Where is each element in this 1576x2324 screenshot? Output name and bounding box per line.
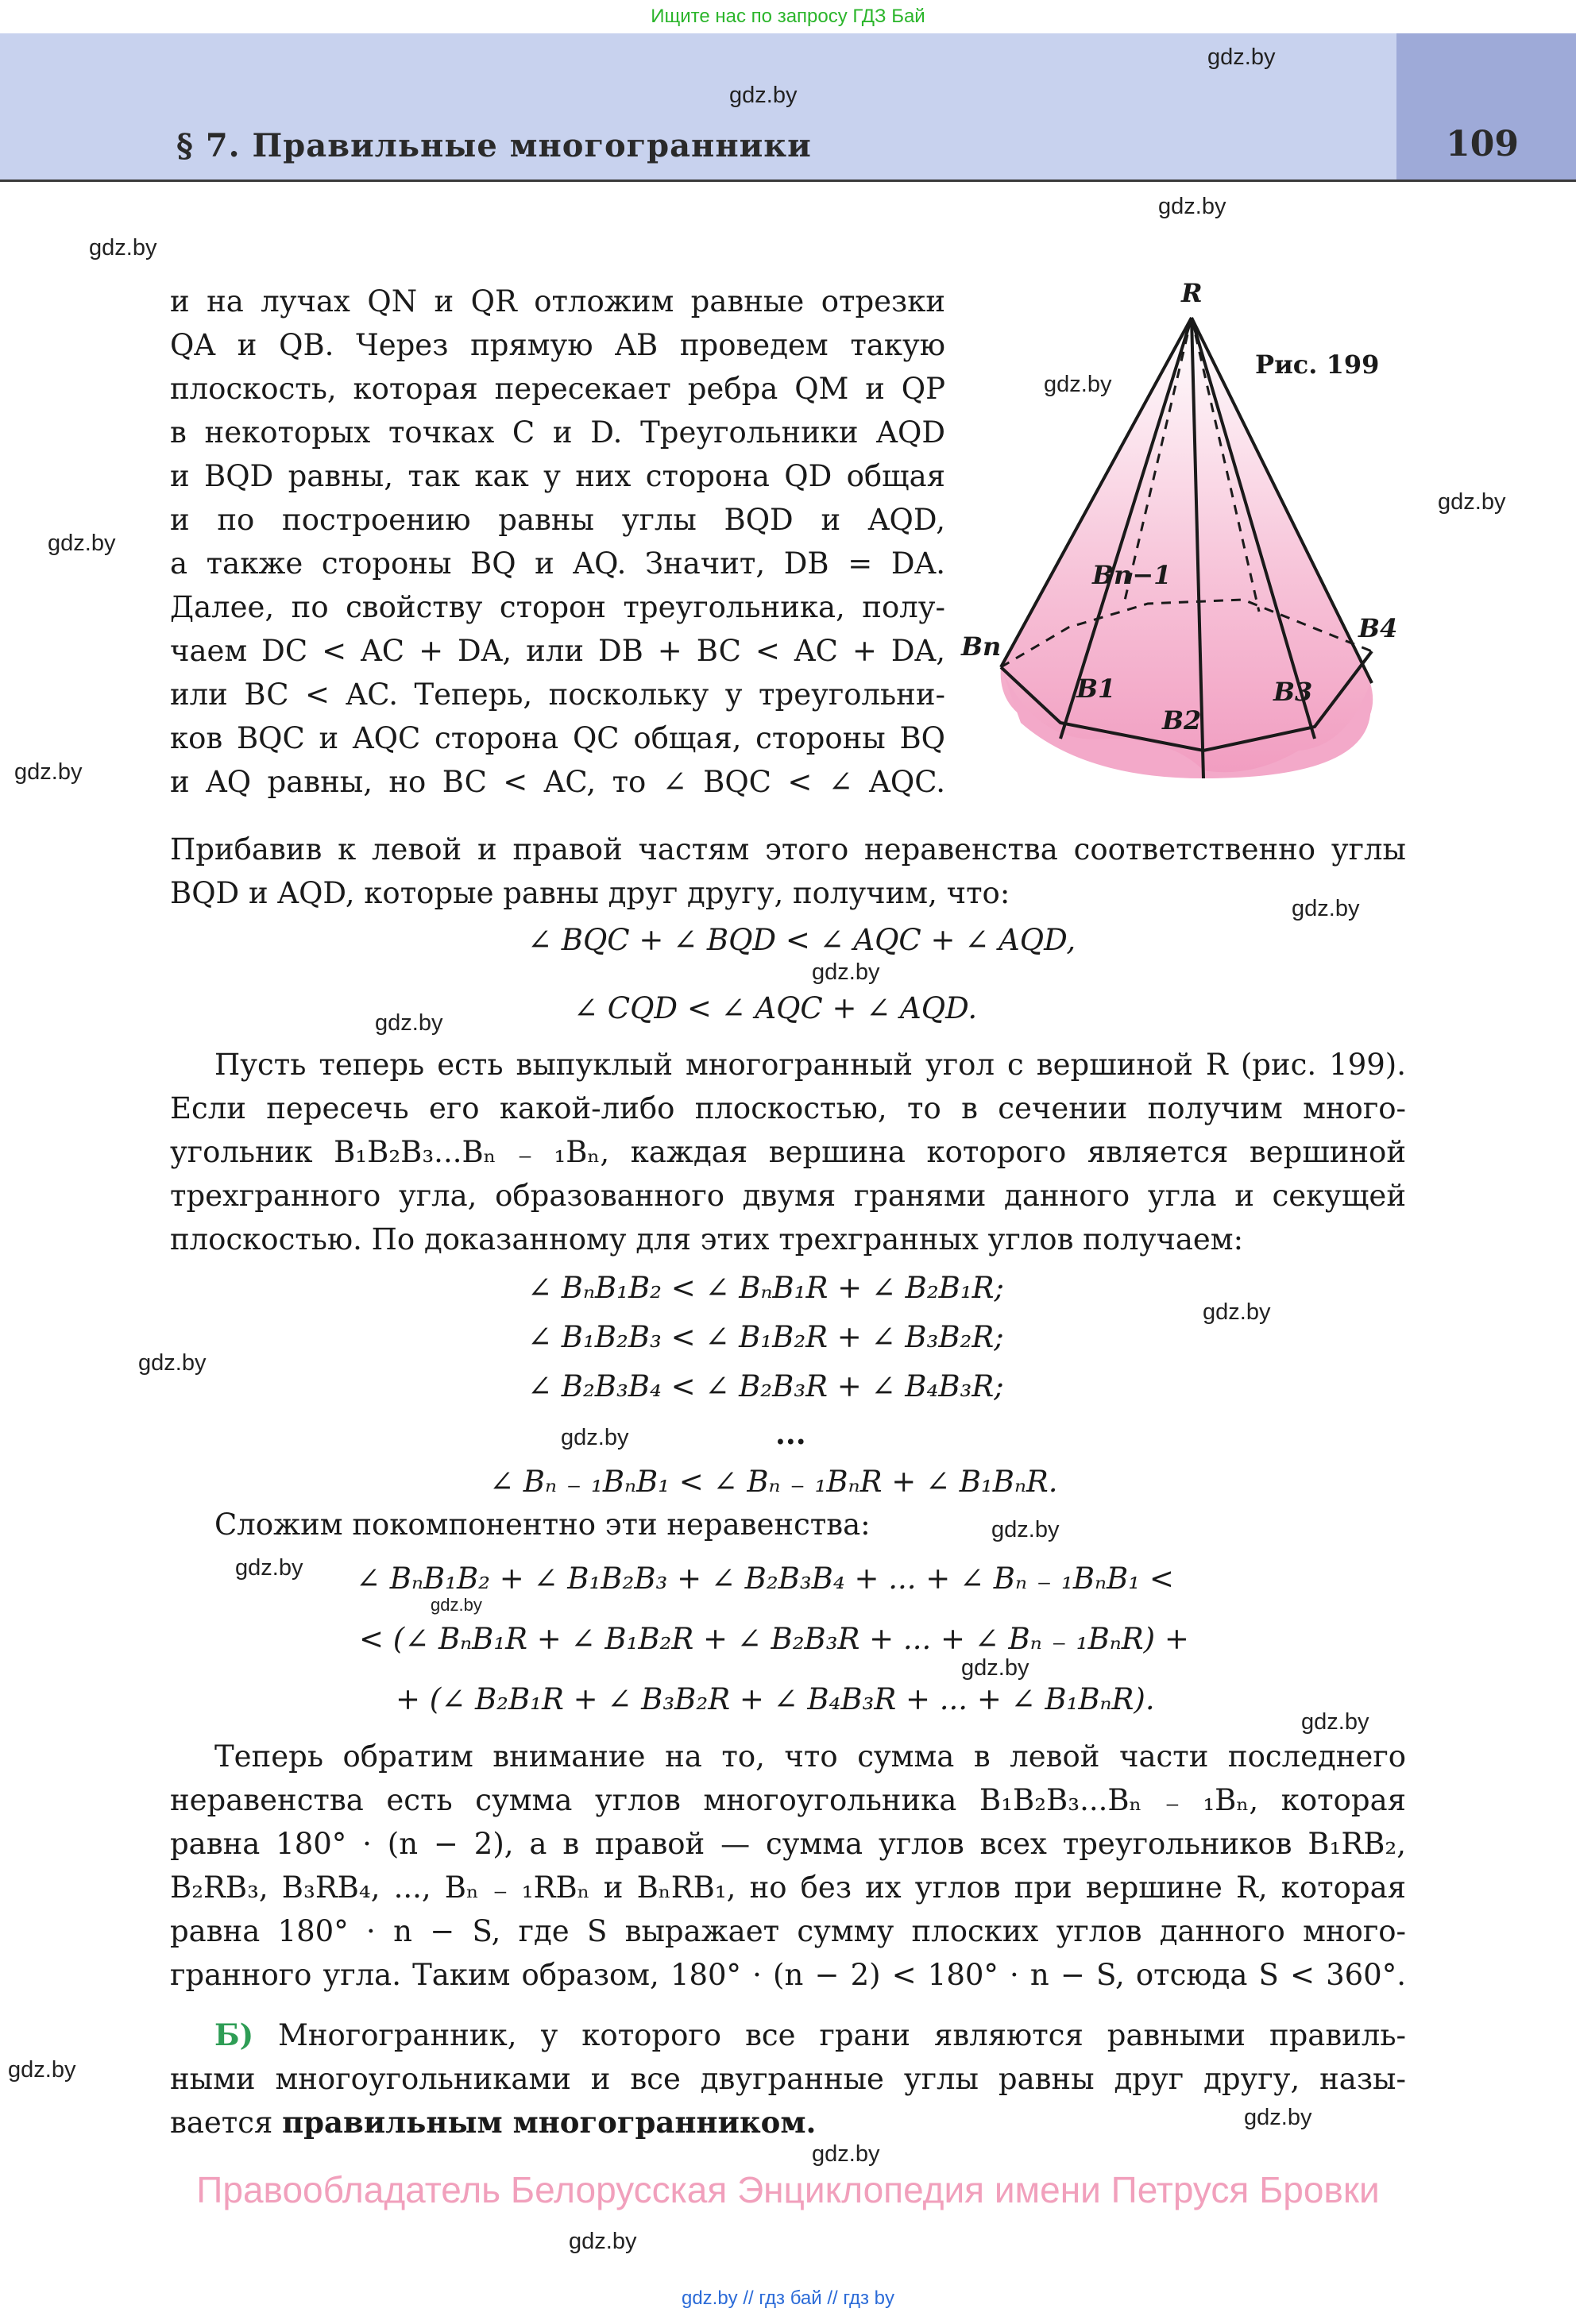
label-Bn1: Bn−1 xyxy=(1092,560,1172,590)
inequality-1: ∠ BₙB₁B₂ < ∠ BₙB₁R + ∠ B₂B₁R; xyxy=(527,1271,1005,1305)
watermark: gdz.by xyxy=(1207,44,1276,70)
text-line: Далее, по свойству сторон треугольника, полу- xyxy=(170,590,945,624)
watermark: gdz.by xyxy=(991,1517,1060,1542)
paragraph-3-line-6: гранного угла. Таким образом, 180° · (n − 2) < 180° · n − S, отсюда S < 360°. xyxy=(170,1958,1406,1992)
paragraph-2-line-1: Пусть теперь есть выпуклый многогранный угол с вершиной R (рис. 199). xyxy=(214,1048,1406,1082)
paragraph-4-line-3 xyxy=(170,2101,816,2144)
watermark: gdz.by xyxy=(1158,194,1226,219)
text-line: и по построению равны углы BQD и AQD, xyxy=(170,503,945,537)
sum-line-3: + (∠ B₂B₁R + ∠ B₃B₂R + ∠ B₄B₃R + ... + ∠ B₁BₙR). xyxy=(396,1682,1155,1716)
inequality-last: ∠ Bₙ ₋ ₁BₙB₁ < ∠ Bₙ ₋ ₁BₙR + ∠ B₁BₙR. xyxy=(489,1465,1058,1499)
watermark: gdz.by xyxy=(48,531,116,556)
paragraph-3-line-3: равна 180° · (n − 2), а в правой — сумма углов всех треугольников B₁RB₂, xyxy=(170,1827,1406,1861)
label-Bn: Bn xyxy=(961,631,1002,662)
paragraph-4-line-1: Многогранник, у которого все грани являются равными правиль- xyxy=(278,2018,1406,2052)
inequality-ellipsis: ... xyxy=(775,1416,806,1451)
narrow-text-block xyxy=(170,280,945,804)
watermark: gdz.by xyxy=(729,83,798,108)
figure-caption: Рис. 199 xyxy=(1255,349,1380,380)
paragraph-2-line-4: трехгранного угла, образованного двумя гранями данного угла и секущей xyxy=(170,1179,1406,1213)
paragraph-3-line-1: Теперь обратим внимание на то, что сумма в левой части последнего xyxy=(214,1739,1406,1774)
watermark: gdz.by xyxy=(569,2229,637,2254)
watermark: gdz.by xyxy=(1438,489,1506,515)
watermark: gdz.by xyxy=(89,235,157,261)
watermark: gdz.by xyxy=(1044,372,1112,397)
label-B1: B1 xyxy=(1076,674,1116,704)
sum-intro: Сложим покомпонентно эти неравенства: xyxy=(214,1508,871,1542)
paragraph-2-line-5: плоскостью. По доказанному для этих трехгранных углов получаем: xyxy=(170,1222,1244,1257)
paragraph-4-marker xyxy=(214,2013,253,2057)
paragraph-1-line-2: BQD и AQD, которые равны друг другу, получим, что: xyxy=(170,876,1010,910)
watermark: gdz.by xyxy=(812,959,880,985)
watermark: gdz.by xyxy=(138,1350,207,1376)
paragraph-3-line-2: неравенства есть сумма углов многоугольника B₁B₂B₃...Bₙ ₋ ₁Bₙ, которая xyxy=(170,1783,1406,1817)
watermark: gdz.by xyxy=(961,1655,1029,1681)
item-marker: Б) xyxy=(214,2017,254,2052)
paragraph-1-line-1: Прибавив к левой и правой частям этого неравенства соответственно углы xyxy=(170,832,1406,867)
paragraph-4-line-2: ными многоугольниками и все двугранные углы равны друг другу, назы- xyxy=(170,2062,1406,2096)
text-line: ков BQC и AQC сторона QC общая, стороны BQ xyxy=(170,721,945,755)
figure-199 xyxy=(961,270,1398,794)
text-line: а также стороны BQ и AQ. Значит, DB = DA. xyxy=(170,546,945,581)
watermark: gdz.by xyxy=(561,1425,629,1450)
text-line: QA и QB. Через прямую AB проведем такую xyxy=(170,328,945,362)
top-banner[interactable]: Ищите нас по запросу ГДЗ Бай xyxy=(651,6,925,27)
text-line: или BC < AC. Теперь, поскольку у треугольни- xyxy=(170,678,945,712)
paragraph-4-prefix: вается xyxy=(170,2106,283,2140)
inequality-2: ∠ B₁B₂B₃ < ∠ B₁B₂R + ∠ B₃B₂R; xyxy=(527,1320,1004,1354)
watermark: gdz.by xyxy=(14,759,83,785)
equation-1: ∠ BQC + ∠ BQD < ∠ AQC + ∠ AQD, xyxy=(527,923,1076,957)
paragraph-2-line-3: угольник B₁B₂B₃...Bₙ ₋ ₁Bₙ, каждая вершина которого является вершиной xyxy=(170,1135,1406,1169)
inequality-3: ∠ B₂B₃B₄ < ∠ B₂B₃R + ∠ B₄B₃R; xyxy=(527,1369,1004,1403)
sum-line-2: < (∠ BₙB₁R + ∠ B₁B₂R + ∠ B₂B₃R + ... + ∠ Bₙ ₋ ₁BₙR) + xyxy=(359,1622,1189,1656)
text-line: плоскость, которая пересекает ребра QM и QP xyxy=(170,372,945,406)
text-line: и AQ равны, но BC < AC, то ∠ BQC < ∠ AQC. xyxy=(170,765,945,799)
section-title: § 7. Правильные многогранники xyxy=(176,127,812,164)
watermark: gdz.by xyxy=(1203,1299,1271,1325)
label-B4: B4 xyxy=(1358,613,1398,643)
label-B3: B3 xyxy=(1273,677,1313,707)
watermark: gdz.by xyxy=(1292,896,1360,921)
paragraph-2-line-2: Если пересечь его какой-либо плоскостью, то в сечении получим много- xyxy=(170,1091,1406,1125)
label-R: R xyxy=(1181,278,1203,308)
watermark: gdz.by xyxy=(1301,1709,1369,1735)
watermark: gdz.by xyxy=(375,1010,443,1036)
copyright-footer: Правообладатель Белорусская Энциклопедия имени Петруся Бровки xyxy=(196,2169,1380,2210)
watermark: gdz.by xyxy=(431,1595,482,1615)
term-regular-polyhedron: правильным многогранником. xyxy=(282,2105,817,2140)
text-line: в некоторых точках C и D. Треугольники AQD xyxy=(170,415,945,450)
bottom-banner[interactable]: gdz.by // гдз бай // гдз by xyxy=(681,2287,895,2309)
watermark: gdz.by xyxy=(1244,2105,1312,2130)
watermark: gdz.by xyxy=(235,1555,303,1581)
watermark: gdz.by xyxy=(812,2141,880,2167)
text-line: чаем DC < AC + DA, или DB + BC < AC + DA, xyxy=(170,634,945,668)
equation-2: ∠ CQD < ∠ AQC + ∠ AQD. xyxy=(574,991,978,1025)
text-line: и BQD равны, так как у них сторона QD общая xyxy=(170,459,945,493)
sum-line-1: ∠ BₙB₁B₂ + ∠ B₁B₂B₃ + ∠ B₂B₃B₄ + ... + ∠ Bₙ ₋ ₁BₙB₁ < xyxy=(356,1562,1174,1596)
page-number: 109 xyxy=(1446,124,1519,164)
paragraph-3-line-5: равна 180° · n − S, где S выражает сумму плоских углов данного много- xyxy=(170,1914,1406,1948)
text-line: и на лучах QN и QR отложим равные отрезки xyxy=(170,284,945,318)
paragraph-3-line-4: B₂RB₃, B₃RB₄, ..., Bₙ ₋ ₁RBₙ и BₙRB₁, но без их углов при вершине R, которая xyxy=(170,1870,1406,1905)
label-B2: B2 xyxy=(1162,705,1202,735)
watermark: gdz.by xyxy=(8,2057,76,2083)
